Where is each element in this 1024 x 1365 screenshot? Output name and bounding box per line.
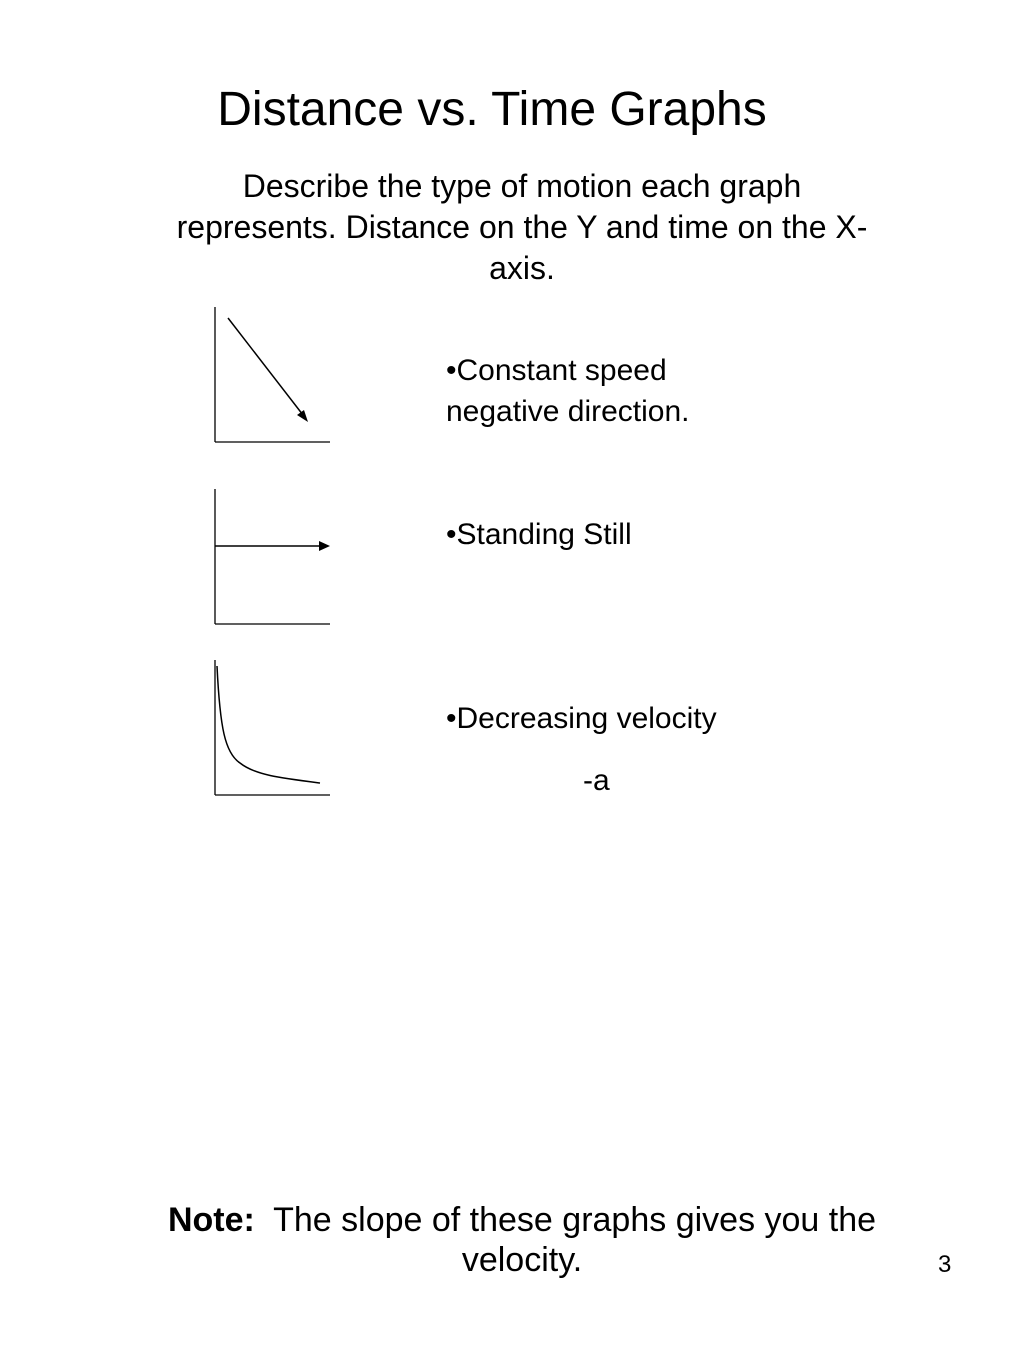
graph-2-label bbox=[446, 514, 632, 555]
graph-standing-still bbox=[200, 487, 340, 632]
note-text: The slope of these graphs gives you the velocity. bbox=[273, 1201, 877, 1279]
slide-subtitle: Describe the type of motion each graph represents. Distance on the Y and time on the X-axis. bbox=[176, 168, 868, 286]
slide-title: Distance vs. Time Graphs bbox=[217, 83, 767, 136]
motion-line bbox=[228, 318, 303, 415]
arrowhead-icon bbox=[297, 410, 308, 422]
motion-curve bbox=[217, 666, 320, 783]
note bbox=[160, 1200, 884, 1280]
graph-1-label-line-2: negative direction. bbox=[446, 395, 690, 428]
graph-1-label-line-1: •Constant speed bbox=[446, 354, 667, 387]
graph-3-sublabel: -a bbox=[583, 764, 610, 797]
page-number: 3 bbox=[938, 1251, 952, 1278]
graph-decreasing-velocity bbox=[200, 658, 340, 803]
arrowhead-icon bbox=[319, 541, 330, 551]
graph-constant-speed-negative bbox=[200, 305, 340, 450]
graph-1-label bbox=[446, 350, 690, 432]
graph-3-label-line-1: •Decreasing velocity bbox=[446, 702, 717, 735]
graph-3-label bbox=[446, 698, 717, 739]
note-label: Note: bbox=[167, 1201, 255, 1239]
graph-2-label-line-1: •Standing Still bbox=[446, 518, 632, 551]
